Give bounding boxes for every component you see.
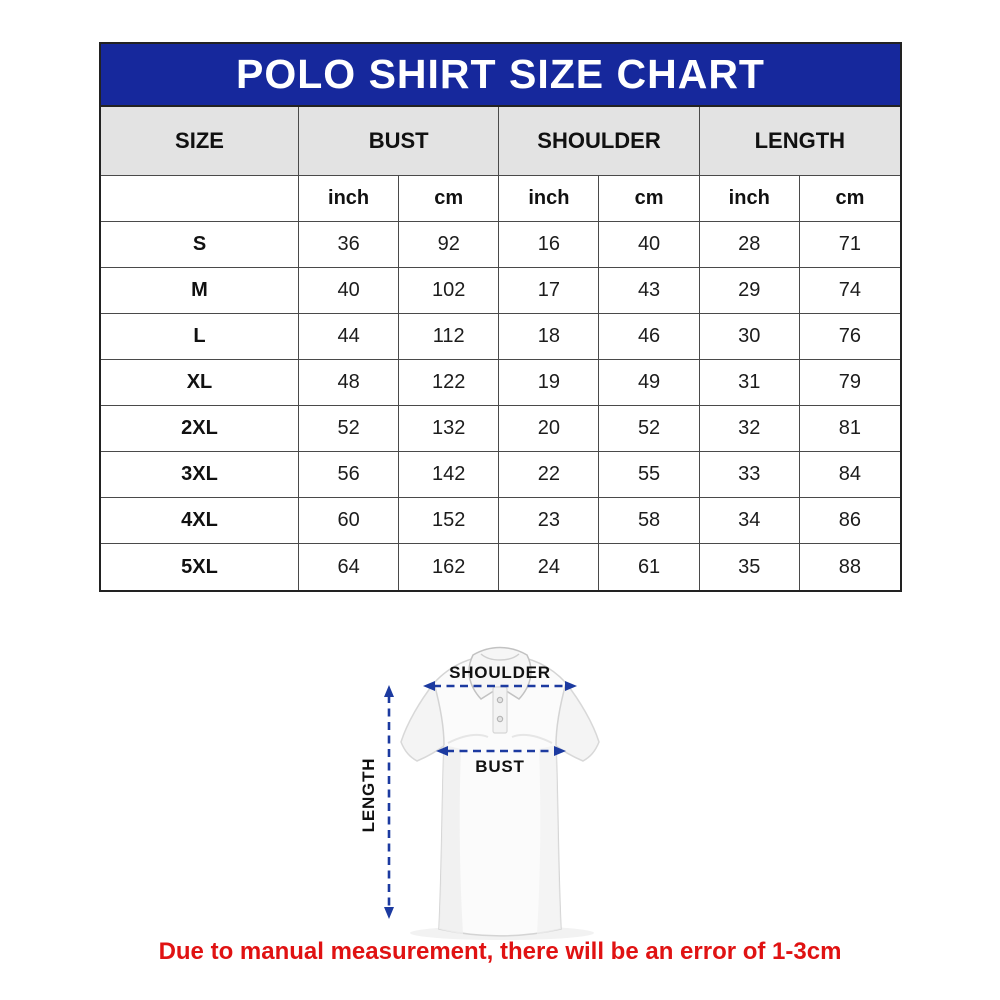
measurement-value: 43	[599, 268, 699, 314]
measurement-value: 31	[700, 360, 800, 406]
unit-header-bust-cm: cm	[399, 176, 499, 222]
measurement-value: 44	[299, 314, 399, 360]
column-header-size: SIZE	[101, 107, 299, 176]
measurement-value: 40	[299, 268, 399, 314]
size-label: 4XL	[101, 498, 299, 544]
measurement-value: 58	[599, 498, 699, 544]
bust-label: BUST	[475, 757, 525, 776]
measurement-value: 16	[499, 222, 599, 268]
measurement-value: 34	[700, 498, 800, 544]
measurement-value: 112	[399, 314, 499, 360]
size-label: S	[101, 222, 299, 268]
measurement-value: 23	[499, 498, 599, 544]
measurement-value: 52	[299, 406, 399, 452]
measurement-value: 18	[499, 314, 599, 360]
size-label: 5XL	[101, 544, 299, 590]
shirt-button-bottom	[497, 716, 502, 721]
measurement-value: 88	[838, 555, 862, 578]
measurement-value: 20	[499, 406, 599, 452]
shirt-placket	[493, 687, 507, 733]
measurement-value: 132	[399, 406, 499, 452]
size-chart-table	[99, 42, 902, 592]
length-label: LENGTH	[359, 757, 378, 833]
column-header-bust: BUST	[299, 107, 499, 176]
measurement-value: 86	[800, 498, 900, 544]
size-label: 2XL	[101, 406, 299, 452]
measurement-value: 60	[299, 498, 399, 544]
measurement-value: 56	[299, 452, 399, 498]
measurement-value: 152	[399, 498, 499, 544]
shirt-button-top	[497, 697, 502, 702]
chart-title: POLO SHIRT SIZE CHART	[101, 44, 900, 107]
measurement-value: 30	[700, 314, 800, 360]
measurement-value: 33	[700, 452, 800, 498]
measurement-value: 48	[299, 360, 399, 406]
measurement-value: 40	[599, 222, 699, 268]
measurement-value: 35	[700, 544, 800, 590]
measurement-value: 81	[800, 406, 900, 452]
measurement-value: 28	[700, 222, 800, 268]
measurement-value: 19	[499, 360, 599, 406]
measurement-value: 55	[599, 452, 699, 498]
measurement-value: 36	[299, 222, 399, 268]
measurement-value: 74	[800, 268, 900, 314]
size-grid	[101, 107, 900, 590]
measurement-value: 71	[800, 222, 900, 268]
unit-header-blank	[101, 176, 299, 222]
measurement-value: 52	[599, 406, 699, 452]
measurement-value: 79	[800, 360, 900, 406]
column-header-length: LENGTH	[700, 107, 900, 176]
column-header-shoulder: SHOULDER	[499, 107, 699, 176]
measurement-value: 84	[800, 452, 900, 498]
measurement-note: Due to manual measurement, there will be an error of 1-3cm	[158, 938, 842, 965]
measurement-value: 61	[599, 544, 699, 590]
measurement-value: 162	[399, 544, 499, 590]
unit-header-length-inch: inch	[700, 176, 800, 222]
measurement-value: 64	[299, 544, 399, 590]
measurement-value: 102	[399, 268, 499, 314]
measurement-value: 76	[800, 314, 900, 360]
size-label: M	[101, 268, 299, 314]
measurement-value: 142	[399, 452, 499, 498]
unit-header-length-cm: cm	[800, 176, 900, 222]
unit-header-shoulder-cm: cm	[599, 176, 699, 222]
measurement-value: 22	[499, 452, 599, 498]
polo-shirt-illustration	[330, 643, 670, 943]
measurement-value: 17	[499, 268, 599, 314]
measurement-value: 24	[499, 544, 599, 590]
unit-header-shoulder-inch: inch	[499, 176, 599, 222]
measurement-value: 92	[399, 222, 499, 268]
size-label: 3XL	[101, 452, 299, 498]
measurement-value: 122	[399, 360, 499, 406]
measurement-value: 49	[599, 360, 699, 406]
shoulder-label: SHOULDER	[449, 663, 551, 682]
measurement-value: 29	[700, 268, 800, 314]
unit-header-bust-inch: inch	[299, 176, 399, 222]
measurement-value: 32	[700, 406, 800, 452]
length-arrow	[384, 685, 394, 919]
measurement-value: 46	[599, 314, 699, 360]
size-label: L	[101, 314, 299, 360]
size-label: XL	[101, 360, 299, 406]
